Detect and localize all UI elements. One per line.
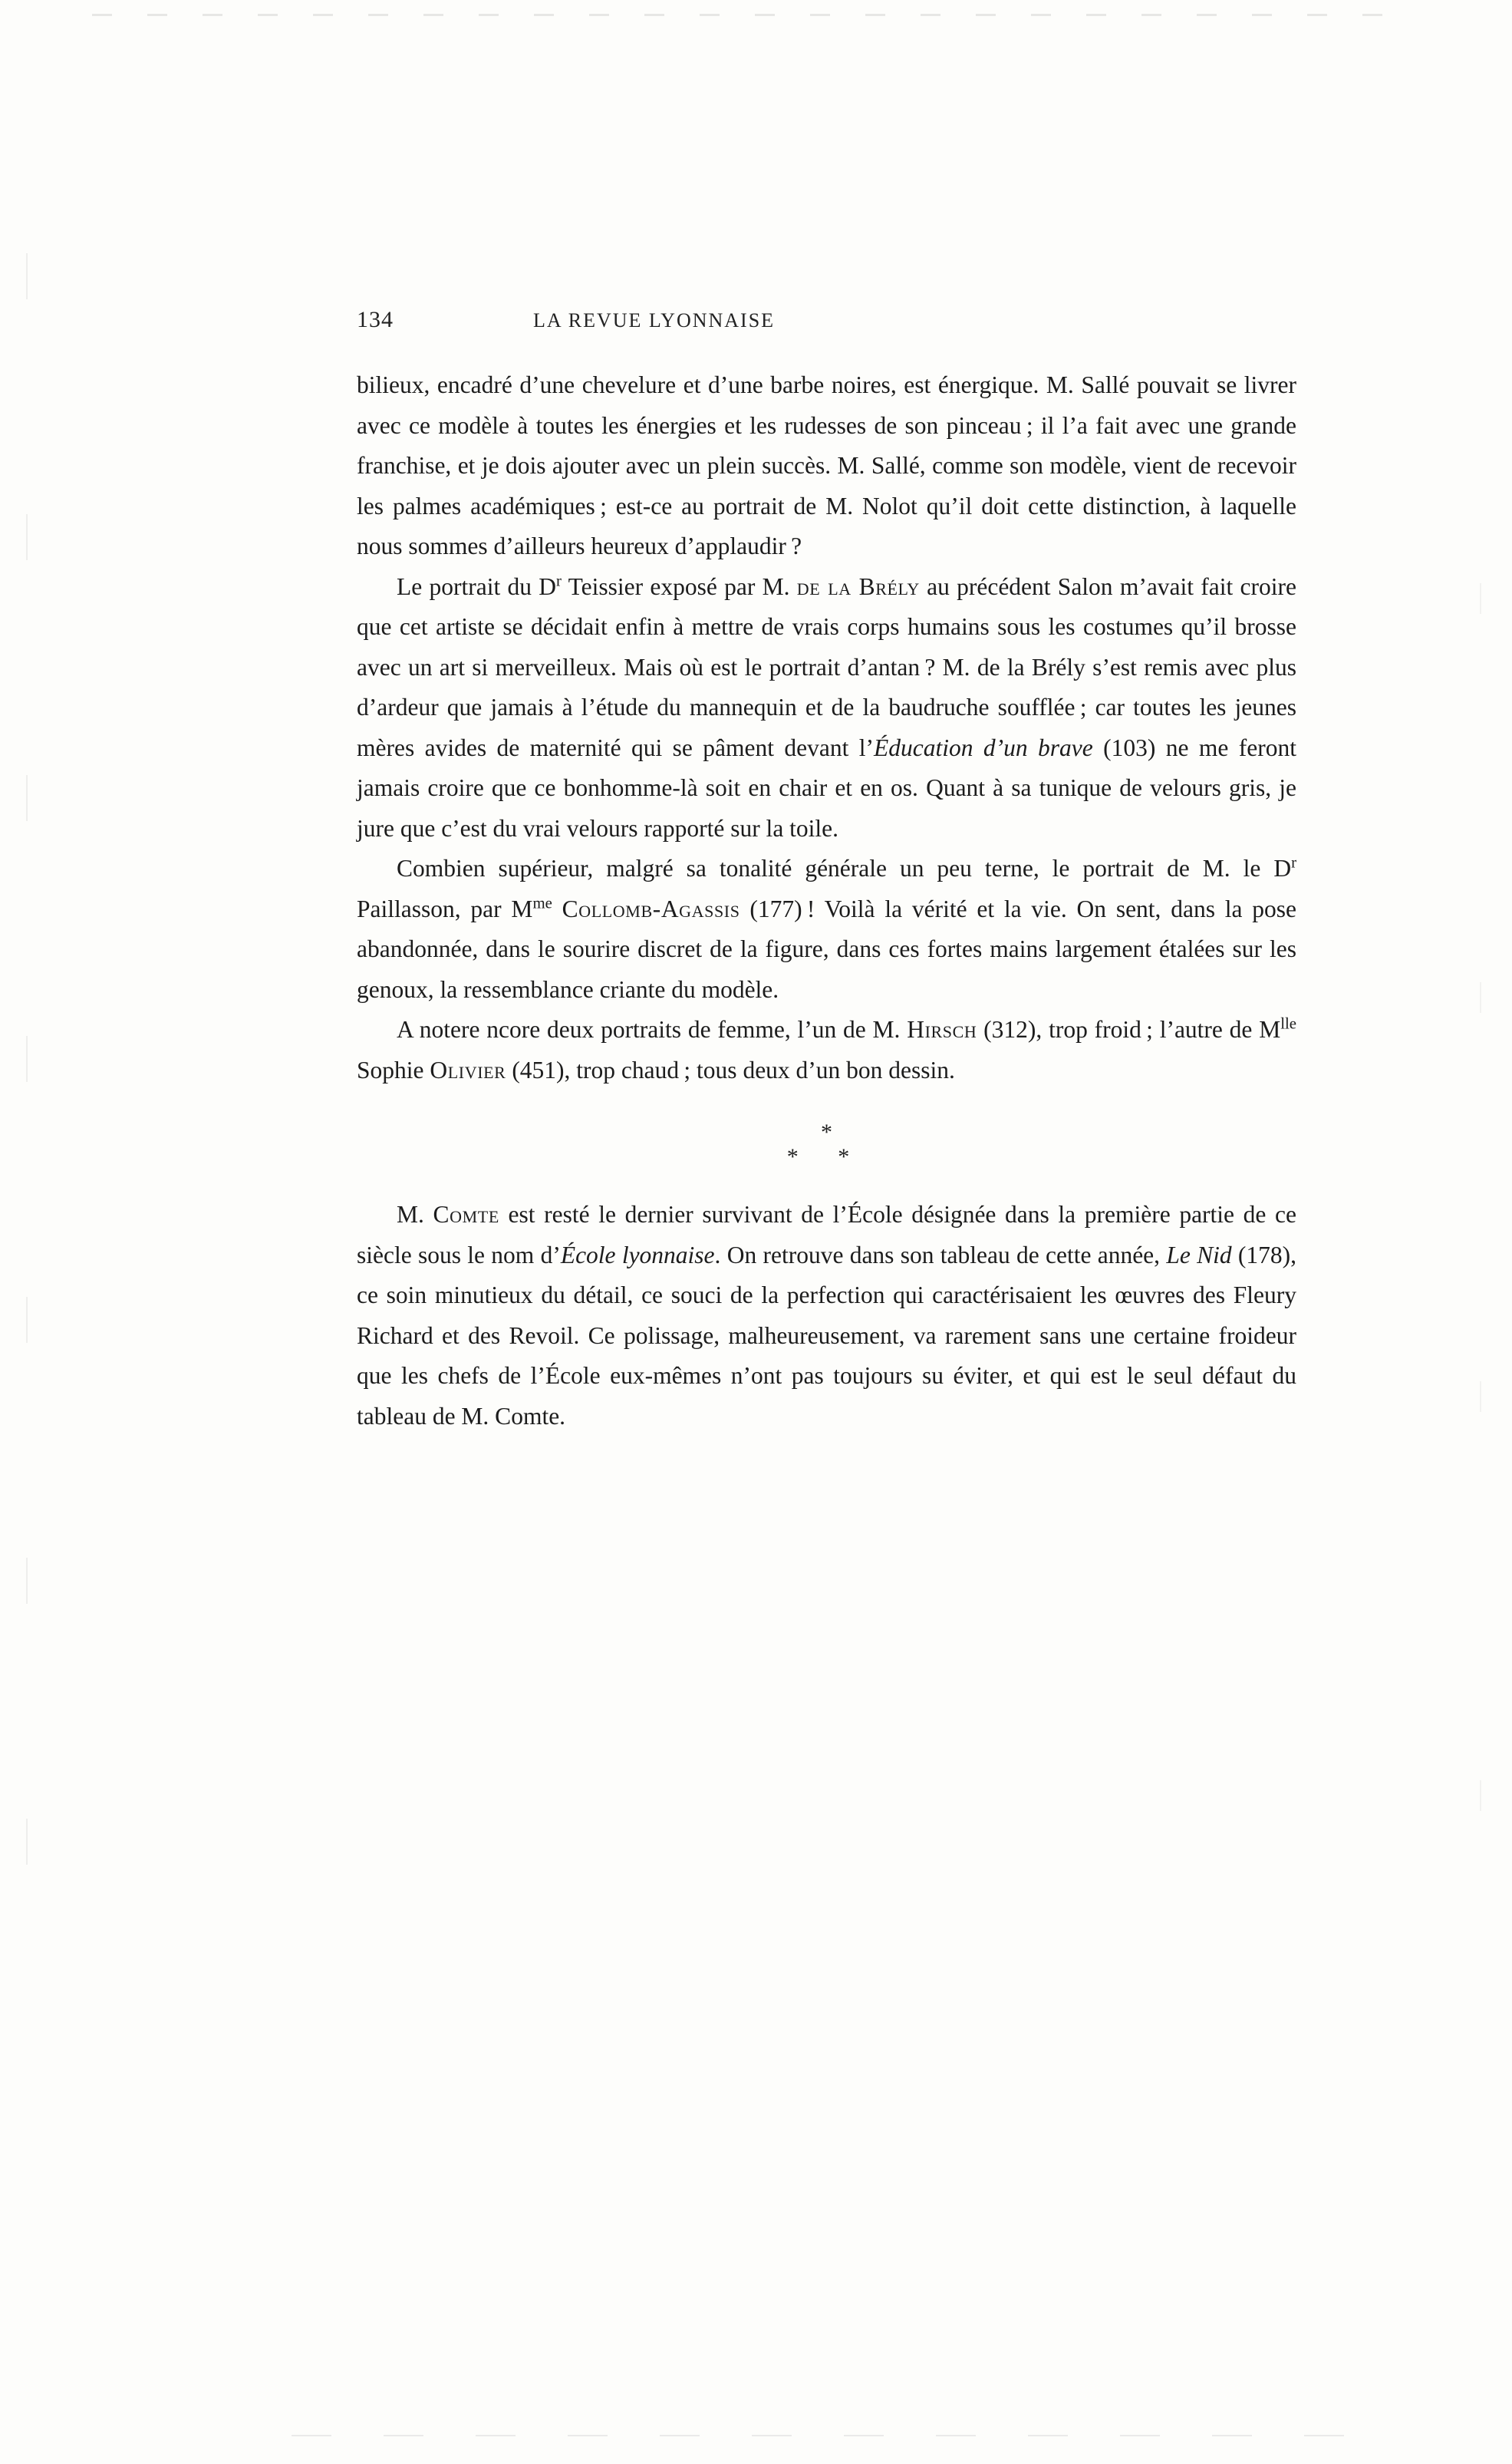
superscript: r — [1291, 853, 1296, 872]
asterism-top: * — [821, 1120, 843, 1145]
person-name: Olivier — [430, 1056, 506, 1084]
superscript: me — [532, 894, 552, 912]
superscript: r — [556, 572, 562, 589]
paragraph: A notere ncore deux portraits de femme, l’un de M. Hirsch (312), trop froid ; l’autre de $M^{lle}$ Sophie Olivier (451), trop chaud ; tous deux d’un bon dessin. — [357, 1014, 1296, 1084]
scan-artifact-bottom — [292, 2435, 1388, 2436]
running-head-title: LA REVUE LYONNAISE — [533, 309, 776, 332]
paragraph: Combien supérieur, malgré sa tonalité générale un peu terne, le portrait de M. le $D^r$ Paillasson, par $M^{me}$ Collomb-Agassis (177) ! Voilà la vérité et la vie. On sent, dans la pose abandonnée, dans le sourire discret de la figure, dans ces fortes mains largement étalées sur les genoux, la ressemblance criante du modèle. — [357, 853, 1297, 1003]
person-name: Hirsch — [907, 1016, 977, 1043]
asterism-ornament — [357, 1121, 1296, 1169]
running-head — [357, 307, 1296, 333]
scan-artifact-top — [92, 14, 1396, 16]
school-name: École lyonnaise — [560, 1241, 715, 1268]
person-name: Collomb-Agassis — [562, 895, 740, 922]
scan-artifact-left — [26, 253, 28, 2018]
page-number: 134 — [357, 307, 394, 332]
superscript: lle — [1280, 1014, 1296, 1033]
scan-artifact-right — [1480, 583, 1481, 1888]
asterism-bottom: * * — [786, 1144, 867, 1169]
paragraph: M. Comte est resté le dernier survivant de l’École désignée dans la première partie de ce siècle sous le nom d’École lyonnaise. On retrouve dans son tableau de cette année, Le Nid (178), ce soin minutieux du détail, ce souci de la perfection qui caractérisaient les œuvres des Fleury Richard et des Revoil. Ce polissage, malheureusement, va rarement sans une certaine froideur que les chefs de l’École eux-mêmes n’ont pas toujours su éviter, et qui est le seul défaut du tableau de M. Comte. — [357, 1201, 1297, 1430]
artwork-title: Le Nid — [1166, 1241, 1232, 1268]
page-content — [357, 307, 1296, 1437]
person-name: Comte — [433, 1201, 499, 1228]
person-name: de la Brély — [796, 572, 920, 600]
artwork-title: Éducation d’un brave — [873, 734, 1093, 761]
paragraph: bilieux, encadré d’une chevelure et d’une barbe noires, est énergique. M. Sallé pouvait se livrer avec ce modèle à toutes les énergies et les rudesses de son pinceau ; il l’a fait avec une grande franchise, et je dois ajouter avec un plein succès. M. Sallé, comme son modèle, vient de recevoir les palmes académiques ; est-ce au portrait de M. Nolot qu’il doit cette distinction, à laquelle nous sommes d’ailleurs heureux d’applaudir ? — [357, 371, 1296, 559]
paragraph: Le portrait du $D^r$ Teissier exposé par M. de la Brély au précédent Salon m’avait fait croire que cet artiste se décidait enfin à mettre de vrais corps humains sous les costumes qu’il brosse avec un art si merveilleux. Mais où est le portrait d’antan ? M. de la Brély s’est remis avec plus d’ardeur que jamais à l’étude du mannequin et de la baudruche soufflée ; car toutes les jeunes mères avides de maternité qui se pâment devant l’Éducation d’un brave (103) ne me feront jamais croire que ce bonhomme-là soit en chair et en os. Quant à sa tunique de velours gris, je jure que c’est du vrai velours rapporté sur la toile. — [357, 572, 1296, 842]
